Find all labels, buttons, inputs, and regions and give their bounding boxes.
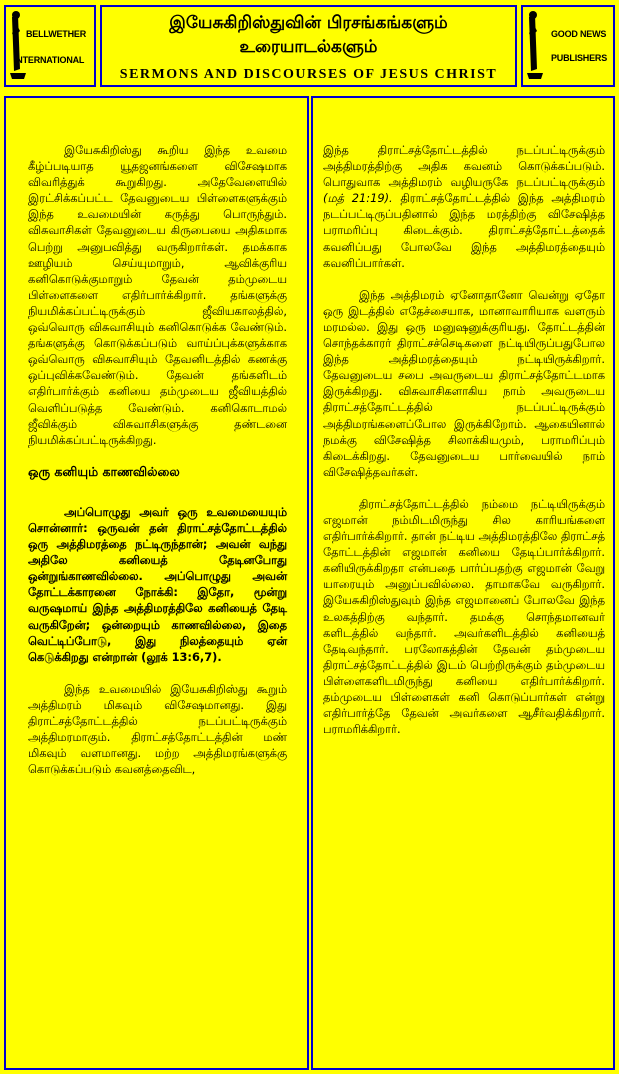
logo-left-line1: BELLWETHER (26, 29, 86, 39)
title-english: SERMONS AND DISCOURSES OF JESUS CHRIST (119, 67, 498, 82)
lamp-icon (6, 7, 94, 85)
right-paragraph-2: இந்த அத்திமரம் ஏனோதானோ வென்று ஏதோ ஒரு இடத்தில் எதேச்சையாக, மானாவாரியாக வளரும் மரமல்ல. இது ஒரு மனுஷனுக்குரியது. தோட்டத்தின் சொந்தக்காரர் திராட்சச்செடிகளை நட்டியிருப்பதுபோல இந்த அத்திமரத்தையும் நட்டியிருக்கிறார். தேவனுடைய சபை அவருடைய திராட்சத்தோட்டமாக இருக்கிறது. விசுவாசிகளாகிய நாம் அவருடைய திராட்சத்தோட்டத்தில் நடப்பட்டிருக்கும் அத்திமரங்களைப்போல இருக்கிறோம். ஆகையினால் நமக்கு விசேஷித்த சிலாக்கியமும், பராமரிப்பும் கிடைக்கிறது. தேவனுடைய பார்வையில் நாம் விசேஷித்தவர்கள். (323, 287, 605, 479)
right-paragraph-1-a: இந்த திராட்சத்தோட்டத்தில் நடப்பட்டிருக்கும் அத்திமரத்திற்கு அதிக கவனம் கொடுக்கப்படும். பொதுவாக அத்திமரம் வழியருகே நடப்பட்டிருக்கும் (323, 143, 605, 190)
right-paragraph-1 (323, 142, 605, 271)
right-paragraph-1-b: திராட்சத்தோட்டத்தில் இந்த அத்திமரம் நடப்பட்டிருப்பதினால் இந்த மரத்திற்கு விசேஷித்த பராமரிப்பு கிடைக்கும். திராட்சத்தோட்டத்தைக் கவனிப்பது போலவே இந்த அத்திமரத்தையும் கவனிப்பார்கள். (323, 191, 605, 270)
page-header (0, 0, 619, 92)
right-paragraph-3: திராட்சத்தோட்டத்தில் நம்மை நட்டியிருக்கும் எஜமான் நம்மிடமிருந்து சில காரியங்களை எதிர்பார்க்கிறார். தான் நட்டிய அத்திமரத்திலே திராட்சத் தோட்டத்தின் எஜமான் கனியை தேடிப்பார்க்கிறார். கனியிருக்கிறதா என்பதை பார்ப்பதற்கு எஜமான் வேறு யாரையும் அனுப்பவில்லை. தாமாகவே வருகிறார். இயேசுகிறிஸ்துவும் இந்த எஜமானைப் போலவே இந்த உலகத்திற்கு வந்தார். தமக்கு சொந்தமானவர் களிடத்தில் வந்தார். அவர்களிடத்தில் கனியைத் தேடிவந்தார். பரலோகத்தின் தேவன் தம்முடைய திராட்சத்தோட்டத்தில் இடம் பெற்றிருக்கும் தம்முடைய பிள்ளைகளிடமிருந்து கனியை எதிர்பார்க்கிறார். தம்முடைய பிள்ளைகள் கனி கொடுப்பார்கள் என்று எதிர்பார்த்தே தேவன் அவர்களை ஆசீர்வதிக்கிறார். பராமரிக்கிறார். (323, 496, 605, 737)
lamp-icon (523, 7, 613, 85)
right-column (311, 96, 615, 1070)
title-tamil-line2: உரையாடல்களும் (239, 37, 378, 57)
section-heading: ஒரு கனியும் காணவில்லை (28, 463, 180, 479)
title-box (100, 5, 517, 87)
left-column (4, 96, 309, 1070)
logo-right-line1: GOOD NEWS (551, 29, 607, 39)
good-news-logo (521, 5, 615, 87)
left-paragraph-1: இயேசுகிறிஸ்து கூறிய இந்த உவமை கீழ்ப்படியாத யூதஜனங்களை விசேஷமாக விவரித்துக் கூறுகிறது. அதேவேளையில் இரட்சிக்கப்பட்ட தேவனுடைய பிள்ளைகளுக்கும் இந்த உவமையின் கருத்து பொருந்தும். விசுவாசிகள் தேவனுடைய கிருபையை அதிகமாக பெற்று அனுபவித்து வருகிறார்கள். தமக்காக ஊழியம் செய்யுமாறும், ஆவிக்குரிய கனிகொடுக்குமாறும் தேவன் தம்முடைய பிள்ளைகளை எதிர்பார்க்கிறார். தங்களுக்கு நியமிக்கப்பட்டிருக்கும் ஜீவியகாலத்தில், ஒவ்வொரு விசுவாசியும் கனிகொடுக்க வேண்டும். தங்களுக்கு கொடுக்கப்படும் வாய்ப்புக்களுக்காக ஒவ்வொரு விசுவாசியும் தேவனிடத்தில் கணக்கு ஒப்புவிக்கவேண்டும். தேவன் தங்களிடம் எதிர்பார்க்கும் கனியை தம்முடைய ஜீவியத்தில் வெளிப்படுத்த வேண்டும். கனிகொடாமல் ஜீவிக்கும் விசுவாசிகளுக்கு தண்டனை நியமிக்கப்பட்டிருக்கிறது. (28, 143, 287, 447)
bellwether-logo (4, 5, 96, 87)
scripture-reference: (மத் 21:19). (323, 191, 393, 206)
title-tamil-line1: இயேசுகிறிஸ்துவின் பிரசங்கங்களும் (169, 13, 448, 33)
logo-left-line2: INTERNATIONAL (14, 55, 85, 65)
left-paragraph-3: இந்த உவமையில் இயேசுகிறிஸ்து கூறும் அத்திமரம் மிகவும் விசேஷமானது. இது திராட்சத்தோட்டத்தில் நடப்பட்டிருக்கும் அத்திமரமாகும். திராட்சத்தோட்டத்தின் மண் மிகவும் வளமானது. மற்ற அத்திமரங்களுக்கு கொடுக்கப்படும் கவனத்தைவிட, (28, 681, 287, 777)
logo-right-line2: PUBLISHERS (551, 53, 608, 63)
scripture-quote: அப்பொழுது அவர் ஒரு உவமையையும் சொன்னார்: ஒருவன் தன் திராட்சத்தோட்டத்தில் ஒரு அத்திமரத்தை நட்டிருந்தான்; அவன் வந்து அதிலே கனியைத் தேடினபோது ஒன்றுங்காணவில்லை. அப்பொழுது அவன் தோட்டக்காரனை நோக்கி: இதோ, மூன்று வருஷமாய் இந்த அத்திமரத்திலே கனியைத் தேடி வருகிறேன்; ஒன்றையும் காணவில்லை, இதை வெட்டிப்போடு, இது நிலத்தையும் ஏன் கெடுக்கிறது என்றான் (லூக் 13:6,7). (28, 504, 287, 664)
